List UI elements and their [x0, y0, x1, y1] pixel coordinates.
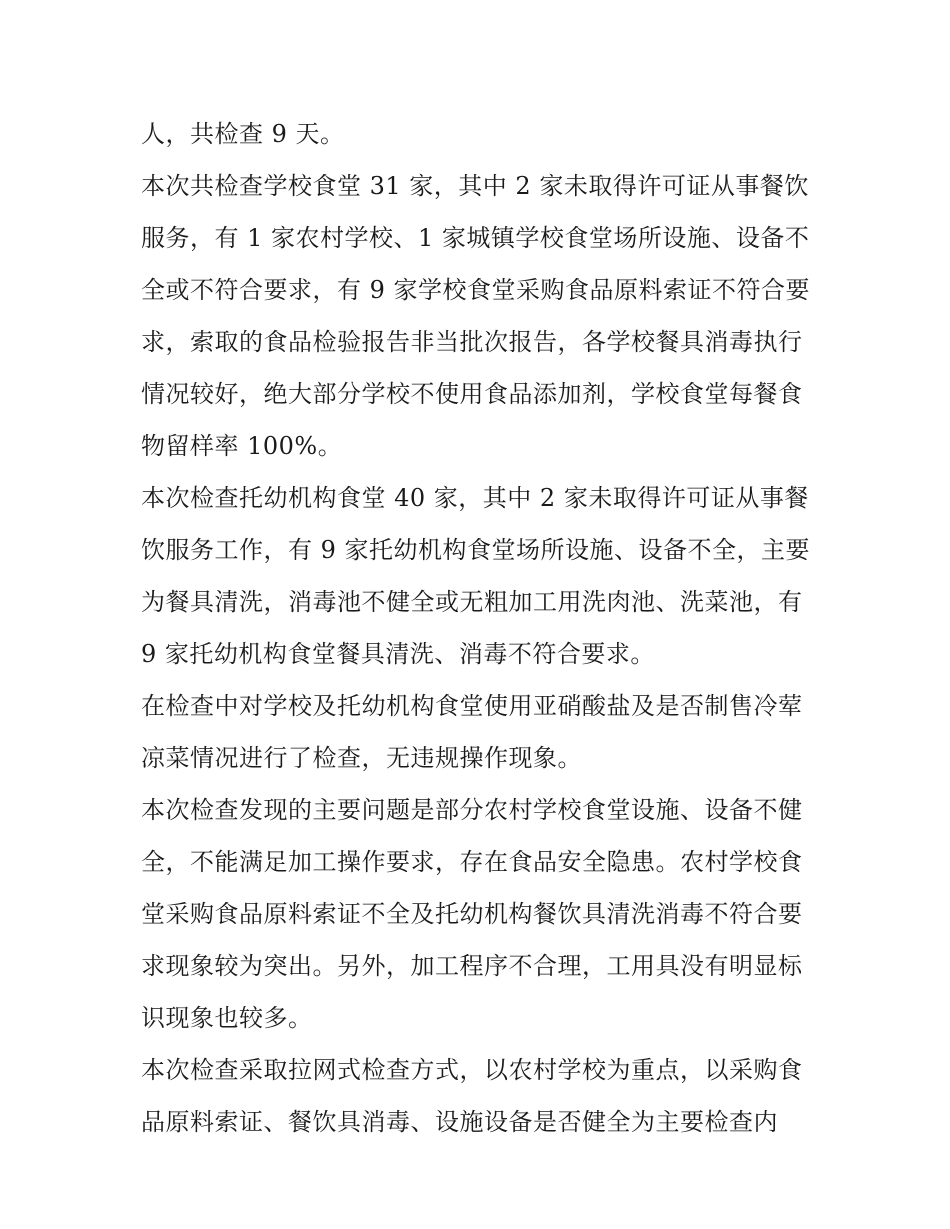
- text-line: 本次共检查学校食堂 31 家，其中 2 家未取得许可证从事餐饮: [141, 172, 809, 200]
- text-line: 堂采购食品原料索证不全及托幼机构餐饮具清洗消毒不符合要: [141, 900, 803, 928]
- text-line: 本次检查采取拉网式检查方式，以农村学校为重点，以采购食: [141, 1056, 803, 1084]
- text-line: 求，索取的食品检验报告非当批次报告，各学校餐具消毒执行: [141, 328, 803, 356]
- paragraph-nitrite-check: [141, 680, 821, 784]
- text-line: 全，不能满足加工操作要求，存在食品安全隐患。农村学校食: [141, 848, 803, 876]
- paragraph-nursery-canteens: [141, 472, 821, 680]
- paragraph-school-canteens: [141, 160, 821, 472]
- text-line: 物留样率 100%。: [141, 432, 343, 460]
- text-line: 9 家托幼机构食堂餐具清洗、消毒不符合要求。: [141, 640, 655, 668]
- text-line: 饮服务工作，有 9 家托幼机构食堂场所设施、设备不全，主要: [141, 536, 811, 564]
- paragraph-main-problems: [141, 784, 821, 1044]
- paragraph-inspection-days: [141, 108, 821, 160]
- text-line: 品原料索证、餐饮具消毒、设施设备是否健全为主要检查内: [141, 1108, 778, 1136]
- text-line: 求现象较为突出。另外，加工程序不合理，工用具没有明显标: [141, 952, 803, 980]
- text-line: 全或不符合要求，有 9 家学校食堂采购食品原料索证不符合要: [141, 276, 811, 304]
- text-line: 本次检查发现的主要问题是部分农村学校食堂设施、设备不健: [141, 796, 803, 824]
- text-line: 为餐具清洗，消毒池不健全或无粗加工用洗肉池、洗菜池，有: [141, 588, 803, 616]
- text-line: 情况较好，绝大部分学校不使用食品添加剂，学校食堂每餐食: [141, 380, 803, 408]
- text-line: 识现象也较多。: [141, 1004, 313, 1032]
- text-line: 人，共检查 9 天。: [141, 120, 345, 148]
- text-line: 在检查中对学校及托幼机构食堂使用亚硝酸盐及是否制售冷荤: [141, 692, 803, 720]
- document-body: [141, 108, 821, 1148]
- text-line: 本次检查托幼机构食堂 40 家，其中 2 家未取得许可证从事餐: [141, 484, 809, 512]
- text-line: 服务，有 1 家农村学校、1 家城镇学校食堂场所设施、设备不: [141, 224, 810, 252]
- paragraph-inspection-method: [141, 1044, 821, 1148]
- text-line: 凉菜情况进行了检查，无违规操作现象。: [141, 744, 582, 772]
